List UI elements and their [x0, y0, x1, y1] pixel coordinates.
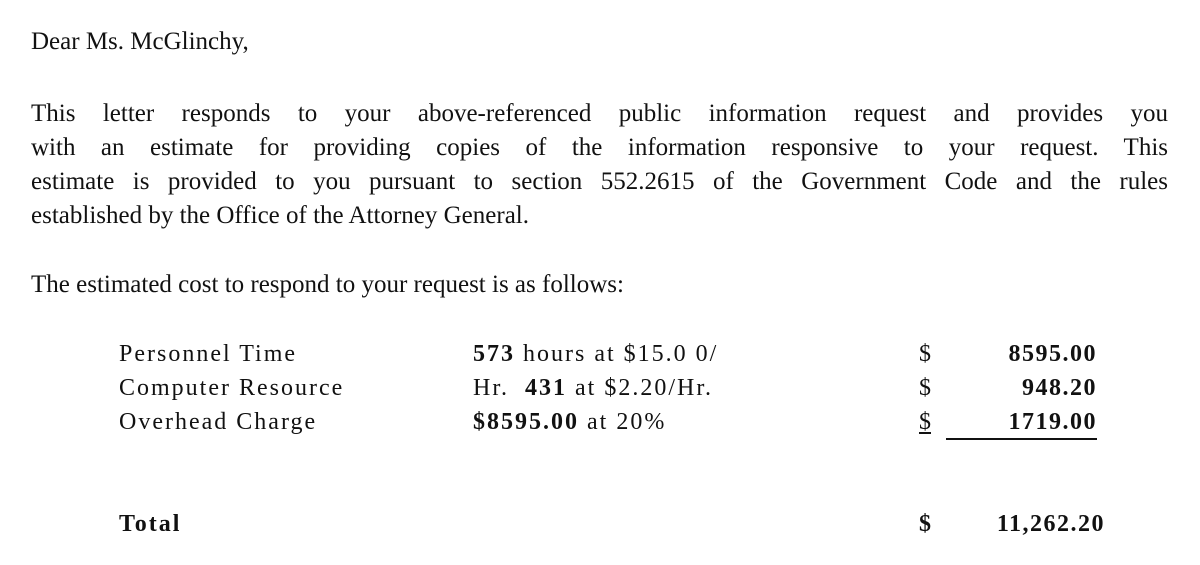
cost-detail-personnel-time: [473, 337, 718, 371]
detail-hours: 573: [473, 341, 515, 367]
cost-amount-overhead-charge: 1719.00: [946, 407, 1097, 440]
paragraph-request-response: [31, 97, 1168, 233]
cost-label-personnel-time: Personnel Time: [119, 341, 298, 367]
detail-base: $8595.00: [473, 409, 579, 435]
cost-amount-computer-resource: 948.20: [1022, 375, 1097, 401]
cost-detail-computer-resource: [473, 371, 713, 405]
total-amount: 11,262.20: [996, 511, 1105, 537]
cost-label-computer-resource: Computer Resource: [119, 375, 345, 401]
detail-rate: at 20%: [579, 409, 667, 435]
cost-label-overhead-charge: Overhead Charge: [119, 409, 318, 435]
cost-detail-overhead-charge: [473, 405, 666, 439]
paragraph-line: estimate is provided to you pursuant to section 552.2615 of the Government Code and the rules: [31, 168, 1168, 195]
currency-symbol: $: [919, 409, 931, 435]
salutation: Dear Ms. McGlinchy,: [31, 28, 249, 55]
detail-rate: hours at $15.0 0/: [515, 341, 719, 367]
paragraph-line: This letter responds to your above-referenced public information request and provides you: [31, 100, 1168, 127]
detail-hours: 431: [525, 375, 567, 401]
detail-prefix: Hr.: [473, 375, 525, 401]
paragraph-line: established by the Office of the Attorney General.: [31, 202, 529, 229]
total-label: Total: [119, 511, 182, 537]
paragraph-line: The estimated cost to respond to your request is as follows:: [31, 271, 624, 298]
currency-symbol: $: [919, 341, 931, 367]
detail-rate: at $2.20/Hr.: [567, 375, 713, 401]
currency-symbol: $: [919, 375, 931, 401]
currency-symbol: $: [919, 511, 931, 537]
cost-amount-personnel-time: 8595.00: [1008, 341, 1097, 367]
paragraph-line: with an estimate for providing copies of the information responsive to your request. This: [31, 134, 1168, 161]
paragraph-estimate-intro: [31, 268, 624, 302]
